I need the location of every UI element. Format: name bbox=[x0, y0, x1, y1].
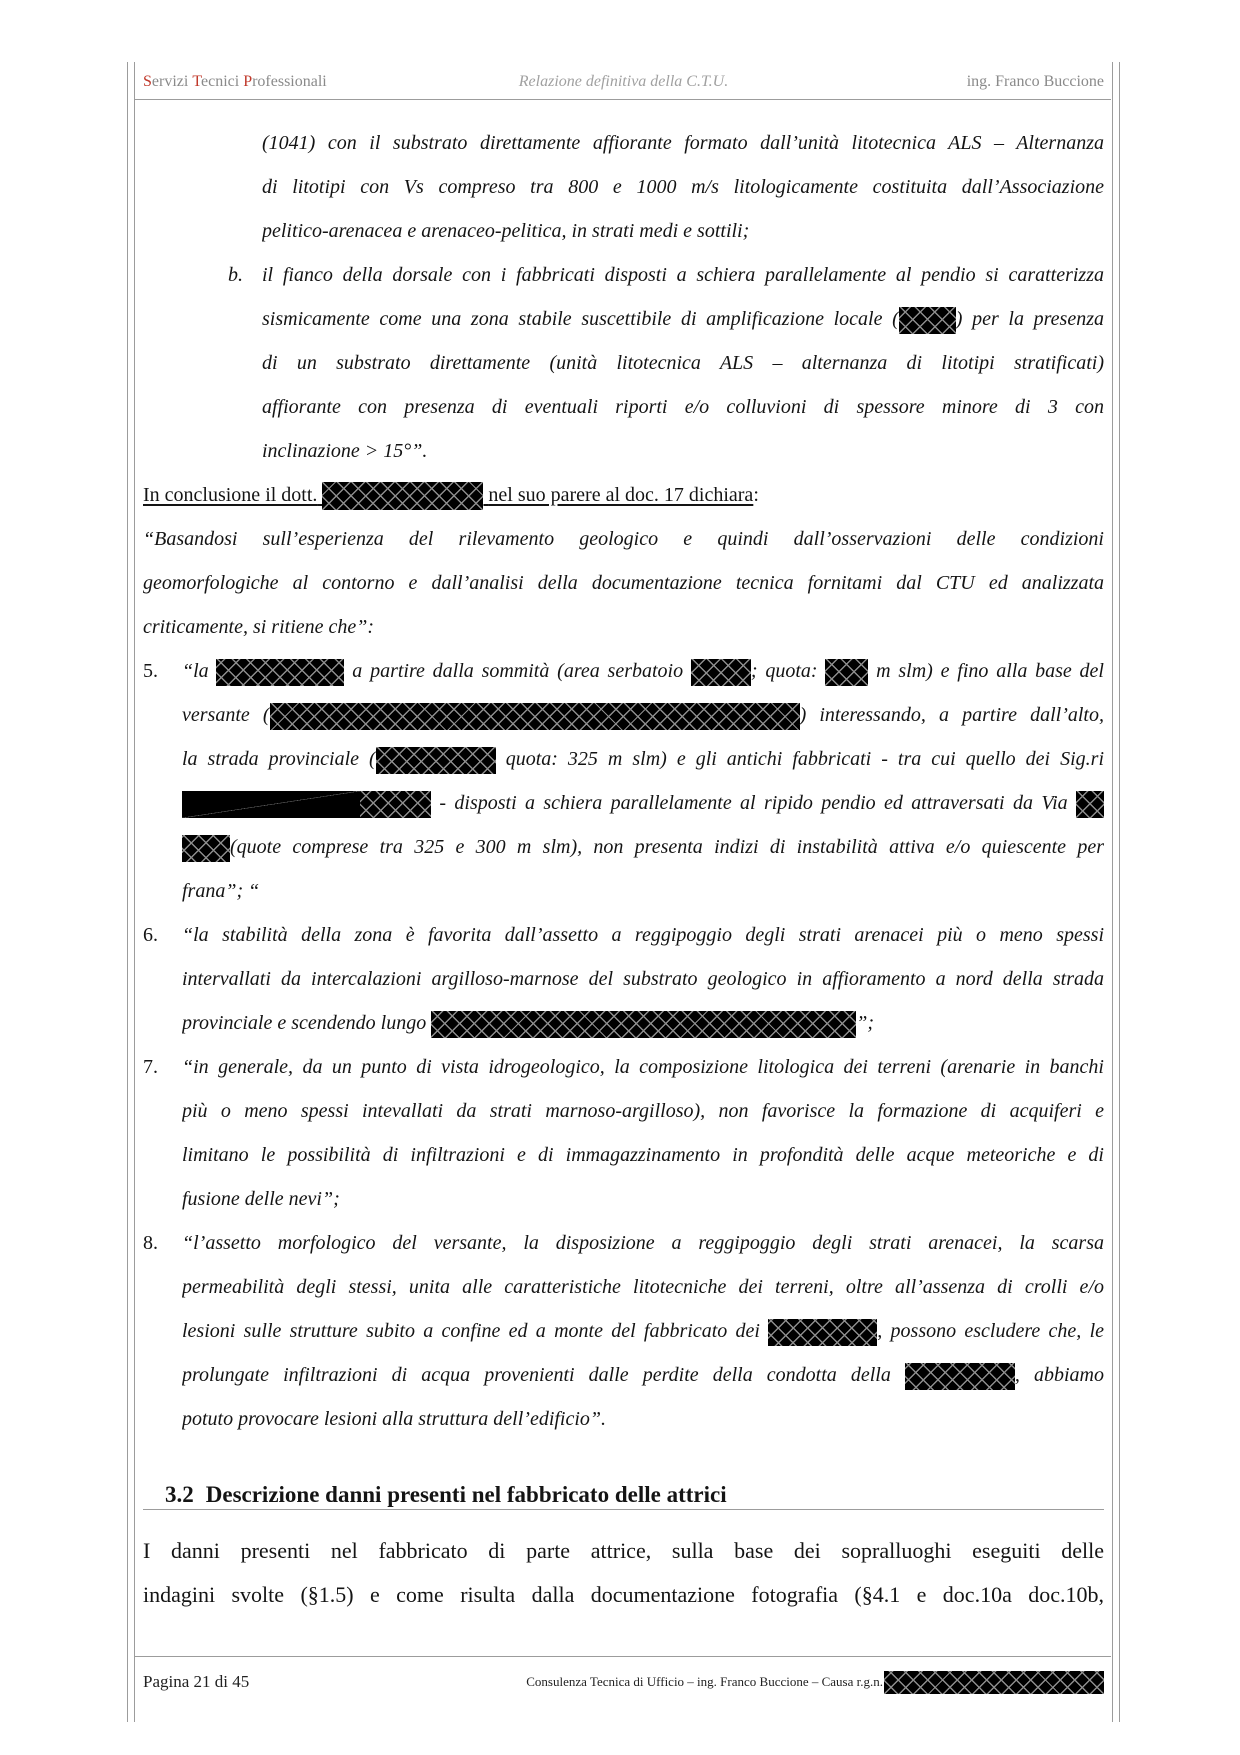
paragraph-line: I danni presenti nel fabbricato di parte attrice, sulla base dei sopralluoghi eseguiti delle bbox=[143, 1538, 1104, 1563]
conclusion-colon: : bbox=[753, 484, 759, 506]
redaction-box bbox=[825, 659, 868, 686]
text-line bbox=[143, 1397, 1104, 1441]
text-segment: intervallati da intercalazioni argilloso-marnose del substrato geologico in affioramento a nord della strada bbox=[182, 968, 1104, 990]
text-segment: “la bbox=[182, 660, 209, 682]
list-item-b bbox=[143, 253, 1104, 297]
text-segment: sismicamente come una zona stabile suscettibile di amplificazione locale ( bbox=[262, 308, 899, 330]
text-segment: limitano le possibilità di infiltrazioni e di immagazzinamento in profondità delle acque meteoriche e di bbox=[182, 1144, 1104, 1166]
text-segment: (1041) con il substrato direttamente affiorante formato dall’unità litotecnica ALS – Alternanza bbox=[262, 132, 1104, 154]
page-footer bbox=[143, 1670, 1104, 1694]
section-heading-rule bbox=[143, 1509, 1104, 1510]
list-marker: 7. bbox=[143, 1056, 158, 1078]
text-line bbox=[143, 165, 1104, 209]
frame-right-outer-line bbox=[1119, 62, 1120, 1722]
text-line bbox=[143, 1353, 1104, 1397]
text-segment: affiorante con presenza di eventuali riporti e/o colluvioni di spessore minore di 3 con bbox=[262, 396, 1104, 418]
header-rule bbox=[135, 99, 1111, 100]
text-line bbox=[143, 737, 1104, 781]
text-segment: geomorfologiche al contorno e dall’analisi della documentazione tecnica fornitami dal CTU ed analizzata bbox=[143, 572, 1104, 594]
text-segment: inclinazione > 15°”. bbox=[262, 440, 428, 462]
frame-left-inner-line bbox=[134, 62, 135, 1722]
redaction-box bbox=[768, 1319, 877, 1346]
text-segment: la strada provinciale ( bbox=[182, 748, 376, 770]
section-number: 3.2 bbox=[165, 1482, 194, 1507]
redaction-box bbox=[270, 703, 800, 730]
text-segment: di un substrato direttamente (unità litotecnica ALS – alternanza di litotipi stratificati) bbox=[262, 352, 1104, 374]
text-segment: quota: 325 m slm) e gli antichi fabbricati - tra cui quello dei Sig.ri bbox=[505, 748, 1104, 770]
text-segment: più o meno spessi intevallati da strati marnoso-argilloso), non favorisce la formazione di acquiferi e bbox=[182, 1100, 1104, 1122]
page-number: Pagina 21 di 45 bbox=[143, 1672, 250, 1691]
list-item-6 bbox=[143, 913, 1104, 957]
header-org-word: Professionali bbox=[243, 73, 327, 90]
redaction-box bbox=[431, 1011, 856, 1038]
text-segment: provinciale e scendendo lungo bbox=[182, 1012, 427, 1034]
text-segment: “Basandosi sull’esperienza del rilevamento geologico e quindi dall’osservazioni delle condizioni bbox=[143, 528, 1104, 550]
text-segment: a partire dalla sommità (area serbatoio bbox=[352, 660, 684, 682]
text-line bbox=[143, 121, 1104, 165]
text-line bbox=[143, 1177, 1104, 1221]
text-line bbox=[143, 869, 1104, 913]
text-line bbox=[143, 341, 1104, 385]
text-segment: “la stabilità della zona è favorita dall’assetto a reggipoggio degli strati arenacei più o meno spessi bbox=[182, 924, 1104, 946]
text-line bbox=[143, 693, 1104, 737]
list-item-8 bbox=[143, 1221, 1104, 1265]
redaction-box bbox=[905, 1363, 1015, 1390]
text-segment: pelitico-arenacea e arenaceo-pelitica, in strati medi e sottili; bbox=[262, 220, 750, 242]
text-line bbox=[143, 1133, 1104, 1177]
text-segment: “in generale, da un punto di vista idrogeologico, la composizione litologica dei terreni (arenarie in banchi bbox=[182, 1056, 1104, 1078]
list-marker: 8. bbox=[143, 1232, 158, 1254]
footer-rule bbox=[135, 1656, 1111, 1657]
text-segment: - disposti a schiera parallelamente al ripido pendio ed attraversati da Via bbox=[439, 792, 1068, 814]
header-org-word: Servizi bbox=[143, 73, 189, 90]
text-line bbox=[143, 605, 1104, 649]
text-segment: ; quota: bbox=[750, 660, 818, 682]
text-line bbox=[143, 1001, 1104, 1045]
redaction-box bbox=[322, 482, 483, 510]
header-doc-title: Relazione definitiva della C.T.U. bbox=[518, 73, 729, 90]
footer-info-text: Consulenza Tecnica di Ufficio – ing. Franco Buccione – Causa r.g.n. bbox=[526, 1674, 883, 1689]
text-segment: frana”; “ bbox=[182, 880, 260, 902]
text-line bbox=[143, 957, 1104, 1001]
list-item-7 bbox=[143, 1045, 1104, 1089]
redaction-box bbox=[899, 307, 956, 334]
redaction-box bbox=[182, 835, 230, 862]
text-line bbox=[143, 1265, 1104, 1309]
text-segment: criticamente, si ritiene che”: bbox=[143, 616, 375, 638]
text-segment: ) per la presenza bbox=[955, 308, 1104, 330]
text-segment: fusione delle nevi”; bbox=[182, 1188, 340, 1210]
redaction-box bbox=[376, 747, 496, 774]
text-line bbox=[143, 781, 1104, 825]
section-paragraph bbox=[143, 1529, 1104, 1617]
list-item-5 bbox=[143, 649, 1104, 693]
text-segment: di litotipi con Vs compreso tra 800 e 1000 m/s litologicamente costituita dall’Associazione bbox=[262, 176, 1104, 198]
redaction-box bbox=[182, 791, 360, 818]
paragraph-line: indagini svolte (§1.5) e come risulta dalla documentazione fotografia (§4.1 e doc.10a doc.10b, bbox=[143, 1582, 1104, 1607]
redaction-box bbox=[1076, 791, 1104, 818]
text-segment: versante ( bbox=[182, 704, 270, 726]
page-header bbox=[143, 70, 1104, 94]
frame-right-inner-line bbox=[1112, 62, 1113, 1722]
text-segment: potuto provocare lesioni alla struttura dell’edificio”. bbox=[182, 1408, 607, 1430]
text-line bbox=[143, 385, 1104, 429]
text-line bbox=[143, 1089, 1104, 1133]
conclusion-text: In conclusione il dott. bbox=[143, 484, 318, 506]
text-line bbox=[143, 429, 1104, 473]
redaction-box bbox=[216, 659, 344, 686]
header-org-word: Tecnici bbox=[192, 73, 240, 90]
text-segment: , possono escludere che, le bbox=[877, 1320, 1104, 1342]
redaction-box bbox=[360, 791, 431, 818]
list-marker: b. bbox=[228, 264, 243, 286]
text-segment: m slm) e fino alla base del bbox=[876, 660, 1104, 682]
footer-info bbox=[526, 1670, 1104, 1694]
text-segment: permeabilità degli stessi, unita alle caratteristiche litotecniche dei terreni, oltre all’assenza di crolli e/o bbox=[182, 1276, 1104, 1298]
text-line bbox=[143, 1309, 1104, 1353]
text-segment: il fianco della dorsale con i fabbricati disposti a schiera parallelamente al pendio si caratterizza bbox=[262, 264, 1104, 286]
list-marker: 5. bbox=[143, 660, 158, 682]
text-segment: lesioni sulle strutture subito a confine ed a monte del fabbricato dei bbox=[182, 1320, 760, 1342]
redaction-box bbox=[691, 659, 751, 686]
section-heading bbox=[165, 1480, 727, 1510]
text-segment: (quote comprese tra 325 e 300 m slm), non presenta indizi di instabilità attiva e/o quiescente per bbox=[230, 836, 1104, 858]
text-line bbox=[143, 825, 1104, 869]
text-line bbox=[143, 561, 1104, 605]
frame-left-outer-line bbox=[127, 62, 128, 1722]
conclusion-line bbox=[143, 473, 1104, 517]
text-segment: ”; bbox=[856, 1012, 874, 1034]
section-title: Descrizione danni presenti nel fabbricato delle attrici bbox=[205, 1482, 727, 1507]
text-segment: “l’assetto morfologico del versante, la disposizione a reggipoggio degli strati arenacei, la scarsa bbox=[182, 1232, 1104, 1254]
text-line bbox=[143, 297, 1104, 341]
text-segment: , abbiamo bbox=[1014, 1364, 1104, 1386]
redaction-box bbox=[884, 1671, 1104, 1694]
header-author: ing. Franco Buccione bbox=[966, 73, 1104, 90]
text-segment: prolungate infiltrazioni di acqua provenienti dalle perdite della condotta della bbox=[182, 1364, 891, 1386]
document-body bbox=[143, 121, 1104, 1441]
conclusion-text: nel suo parere al doc. 17 dichiara bbox=[488, 484, 754, 506]
text-segment: ) interessando, a partire dall’alto, bbox=[799, 704, 1104, 726]
text-line bbox=[143, 209, 1104, 253]
text-line bbox=[143, 517, 1104, 561]
list-marker: 6. bbox=[143, 924, 158, 946]
